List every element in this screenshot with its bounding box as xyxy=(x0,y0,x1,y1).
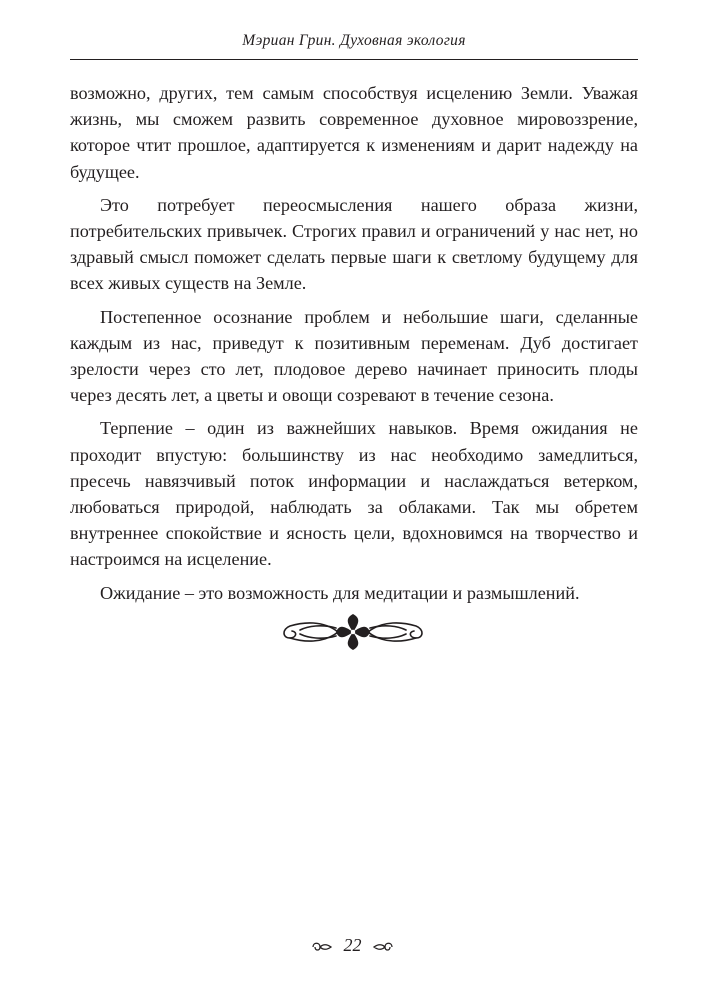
running-header: Мэриан Грин. Духовная экология xyxy=(242,32,466,49)
header-rule xyxy=(70,59,638,60)
main-text xyxy=(70,80,638,613)
paragraph-5: Ожидание – это возможность для медитации и размышлений. xyxy=(100,582,580,603)
curl-right-icon xyxy=(372,941,394,953)
page-number: 22 xyxy=(343,935,362,955)
paragraph-4: Терпение – один из важнейших навыков. Время ожидания не проходит впустую: большинству из нас необходимо замедлиться, пресечь навязчивый поток информации и наслаждаться ветерком, любоваться природой, наблюдать за облаками. Так мы обретем внутреннее спокойствие и ясность цели, вдохновимся на творчество и настроимся на исцеление. xyxy=(70,418,638,570)
paragraph-2: Это потребует переосмысления нашего образа жизни, потребительских привычек. Строгих правил и ограничений у нас нет, но здравый смысл поможет сделать первые шаги к светлому будущему для всех живых существ на Земле. xyxy=(70,194,638,294)
paragraph-1: возможно, других, тем самым способствуя исцелению Земли. Уважая жизнь, мы сможем развить современное духовное мировоззрение, которое чтит прошлое, адаптируется к изменениям и дарит надежду на будущее. xyxy=(70,83,638,182)
page-footer xyxy=(0,935,705,956)
curl-left-icon xyxy=(311,941,333,953)
paragraph-3: Постепенное осознание проблем и небольшие шаги, сделанные каждым из нас, приведут к позитивным переменам. Дуб достигает зрелости через сто лет, плодовое дерево начинает приносить плоды через десять лет, а цветы и овощи созревают в течение сезона. xyxy=(70,306,638,406)
floral-flourish-icon xyxy=(278,612,428,652)
